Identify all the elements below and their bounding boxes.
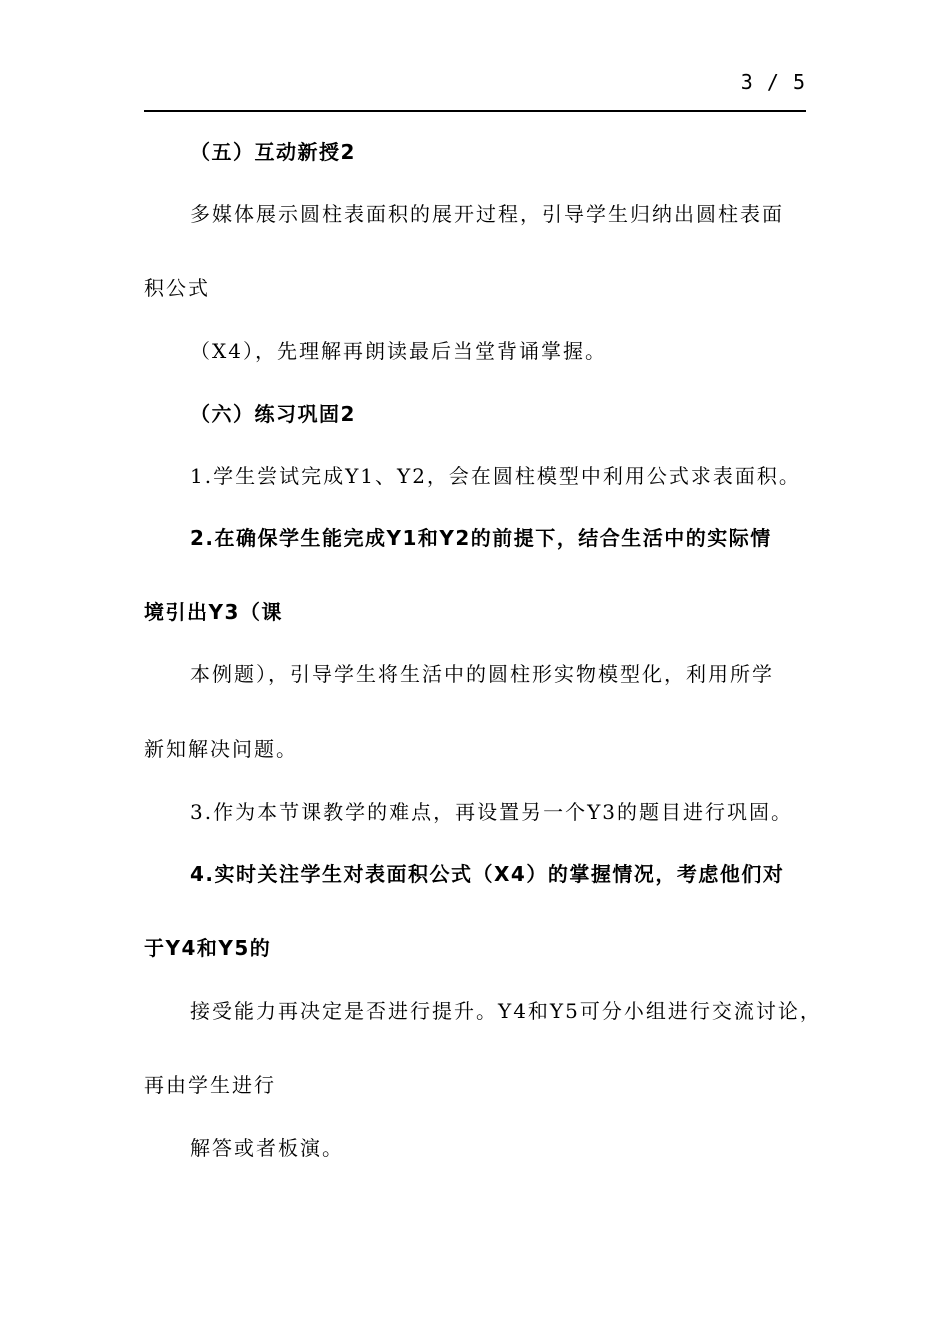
paragraph-line: 新知解决问题。	[144, 737, 298, 761]
paragraph-line: 多媒体展示圆柱表面积的展开过程，引导学生归纳出圆柱表面	[190, 202, 784, 226]
paragraph-line: 接受能力再决定是否进行提升。Y4和Y5可分小组进行交流讨论，	[190, 999, 822, 1023]
paragraph-line: 解答或者板演。	[190, 1136, 344, 1160]
list-item-line-bold: 2.在确保学生能完成Y1和Y2的前提下，结合生活中的实际情	[190, 526, 772, 550]
paragraph-line: 积公式	[144, 276, 210, 300]
paragraph-line: 本例题），引导学生将生活中的圆柱形实物模型化，利用所学	[190, 662, 774, 686]
paragraph-line: （X4），先理解再朗读最后当堂背诵掌握。	[190, 339, 607, 363]
list-item-line: 1.学生尝试完成Y1、Y2，会在圆柱模型中利用公式求表面积。	[190, 464, 801, 488]
header-rule	[144, 110, 806, 112]
list-item-line-bold: 境引出Y3（课	[144, 600, 283, 624]
list-item-line: 3.作为本节课教学的难点，再设置另一个Y3的题目进行巩固。	[190, 800, 794, 824]
list-item-line-bold: 于Y4和Y5的	[144, 936, 272, 960]
paragraph-line: 再由学生进行	[144, 1073, 276, 1097]
page-number: 3 / 5	[740, 70, 806, 94]
section-heading-practice: （六）练习巩固2	[190, 402, 356, 426]
section-heading-interactive-teaching: （五）互动新授2	[190, 140, 356, 164]
list-item-line-bold: 4.实时关注学生对表面积公式（X4）的掌握情况，考虑他们对	[190, 862, 785, 886]
